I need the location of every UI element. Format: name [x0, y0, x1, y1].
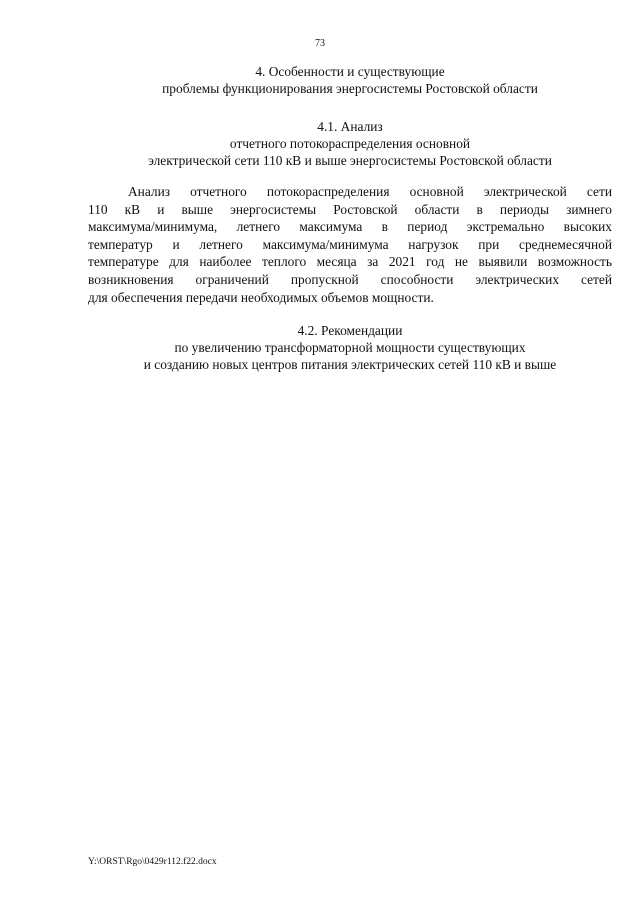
section-4-title-line-2: проблемы функционирования энергосистемы Ростовской области [162, 81, 538, 96]
paragraph-line: Анализ отчетного потокораспределения основной электрической сети [128, 184, 612, 199]
footer-file-path: Y:\ORST\Rgo\0429r112.f22.docx [88, 857, 217, 867]
section-4-heading [88, 63, 612, 97]
paragraph-line: возникновения ограничений пропускной способности электрических сетей [88, 271, 612, 287]
paragraph-line: температуре для наиболее теплого месяца за 2021 год не выявили возможность [88, 254, 612, 270]
section-4-1-heading [88, 118, 612, 169]
analysis-paragraph [88, 183, 612, 306]
section-4-1-title-line-2: отчетного потокораспределения основной [229, 136, 471, 151]
section-4-1-title-line-1: 4.1. Анализ [317, 119, 383, 134]
page-number: 73 [315, 38, 325, 49]
section-4-2-title-line-1: 4.2. Рекомендации [297, 323, 403, 338]
section-4-2-title-line-3: и созданию новых центров питания электрических сетей 110 кВ и выше [143, 357, 557, 372]
section-4-title-line-1: 4. Особенности и существующие [255, 64, 445, 79]
section-4-1-title-line-3: электрической сети 110 кВ и выше энергосистемы Ростовской области [148, 153, 552, 168]
paragraph-line: для обеспечения передачи необходимых объемов мощности. [88, 289, 434, 305]
paragraph-line: 110 кВ и выше энергосистемы Ростовской области в периоды зимнего [88, 201, 612, 217]
paragraph-line: температур и летнего максимума/минимума нагрузок при среднемесячной [88, 236, 612, 252]
section-4-2-heading [88, 322, 612, 373]
section-4-2-title-line-2: по увеличению трансформаторной мощности существующих [174, 340, 526, 355]
paragraph-line: максимума/минимума, летнего максимума в период экстремально высоких [88, 219, 612, 235]
